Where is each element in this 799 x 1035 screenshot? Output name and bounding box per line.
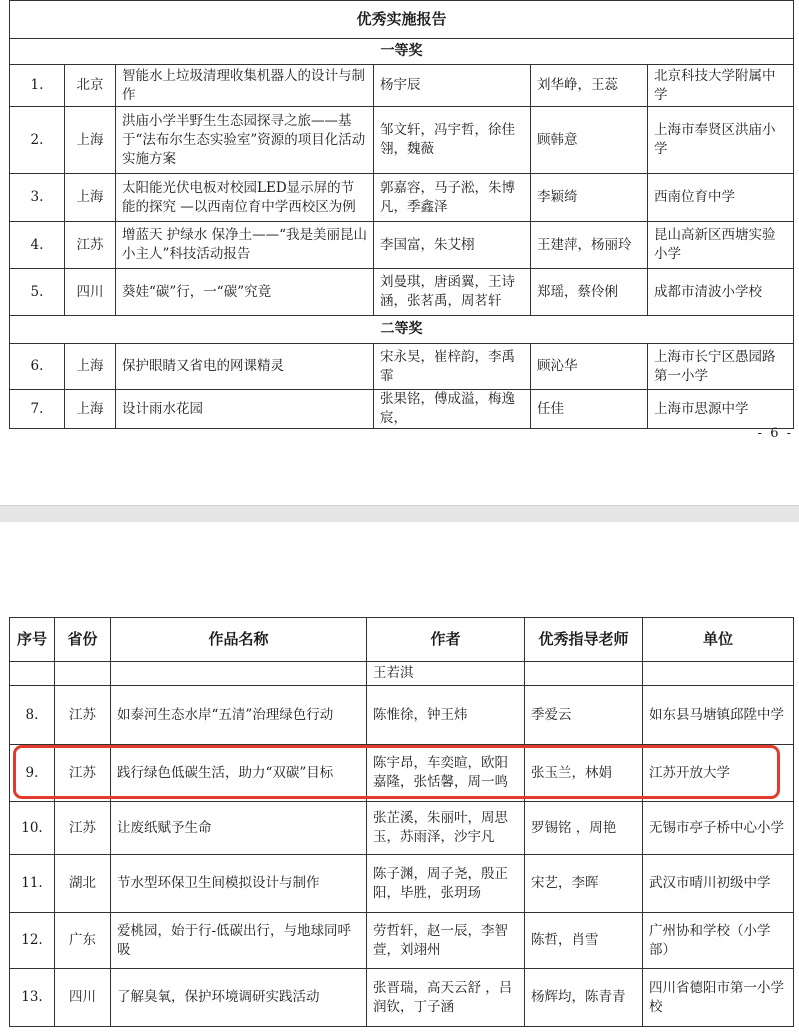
unit: 四川省德阳市第一小学校 bbox=[643, 969, 794, 1027]
authors: 张芷溪，朱丽叶，周思玉，苏雨泽，沙宇凡 bbox=[367, 802, 525, 855]
row-number: 4. bbox=[10, 222, 65, 269]
province: 广东 bbox=[55, 913, 111, 969]
page-number: - 6 - bbox=[757, 426, 793, 441]
header-province: 省份 bbox=[55, 618, 111, 662]
header-teacher: 优秀指导老师 bbox=[525, 618, 643, 662]
teacher: 张玉兰，林娟 bbox=[525, 745, 643, 802]
province: 上海 bbox=[65, 174, 116, 222]
row-number: 8. bbox=[10, 686, 55, 745]
table-row-highlighted bbox=[10, 745, 794, 802]
work-title: 践行绿色低碳生活，助力“双碳”目标 bbox=[111, 745, 367, 802]
work-title: 增蓝天 护绿水 保净土——“我是美丽昆山小主人”科技活动报告 bbox=[116, 222, 374, 269]
awards-table-top bbox=[9, 0, 794, 429]
work-title: 保护眼睛又省电的网课精灵 bbox=[116, 344, 374, 390]
unit: 西南位育中学 bbox=[648, 174, 794, 222]
teacher: 任佳 bbox=[531, 390, 648, 429]
work-title: 洪庙小学半野生生态园探寻之旅——基于“法布尔生态实验室”资源的项目化活动实施方案 bbox=[116, 107, 374, 174]
prize-band-second: 二等奖 bbox=[10, 316, 794, 344]
teacher: 李颖绮 bbox=[531, 174, 648, 222]
row-number: 3. bbox=[10, 174, 65, 222]
province: 四川 bbox=[55, 969, 111, 1027]
unit: 上海市奉贤区洪庙小学 bbox=[648, 107, 794, 174]
province: 四川 bbox=[65, 269, 116, 316]
authors: 张果铭，傅成溢，梅逸宸， bbox=[374, 390, 531, 429]
row-number: 12. bbox=[10, 913, 55, 969]
table-row bbox=[10, 802, 794, 855]
table-row bbox=[10, 65, 794, 107]
teacher: 郑瑶，蔡伶俐 bbox=[531, 269, 648, 316]
unit: 如东县马塘镇邱陞中学 bbox=[643, 686, 794, 745]
province: 湖北 bbox=[55, 855, 111, 913]
awards-table-bottom bbox=[9, 617, 794, 1027]
province: 上海 bbox=[65, 107, 116, 174]
table-row bbox=[10, 855, 794, 913]
page-lower bbox=[0, 522, 799, 1035]
header-work: 作品名称 bbox=[111, 618, 367, 662]
teacher: 顾韩意 bbox=[531, 107, 648, 174]
header-authors: 作者 bbox=[367, 618, 525, 662]
unit: 上海市长宁区愚园路第一小学 bbox=[648, 344, 794, 390]
teacher: 王建萍，杨丽玲 bbox=[531, 222, 648, 269]
header-no: 序号 bbox=[10, 618, 55, 662]
table-header bbox=[10, 618, 794, 662]
unit: 武汉市晴川初级中学 bbox=[643, 855, 794, 913]
table-row bbox=[10, 969, 794, 1027]
row-number: 7. bbox=[10, 390, 65, 429]
teacher: 杨辉均，陈青青 bbox=[525, 969, 643, 1027]
authors: 宋永昊，崔梓韵，李禹霏 bbox=[374, 344, 531, 390]
work-title: 太阳能光伏电板对校园LED显示屏的节能的探究 —以西南位育中学西校区为例 bbox=[116, 174, 374, 222]
teacher: 罗锡铭 ，周艳 bbox=[525, 802, 643, 855]
authors: 张晋瑞，高天云舒 ，吕润钦，丁子涵 bbox=[367, 969, 525, 1027]
unit: 江苏开放大学 bbox=[643, 745, 794, 802]
authors: 刘曼琪，唐函翼，王诗涵，张茗禹，周茗轩 bbox=[374, 269, 531, 316]
province: 上海 bbox=[65, 390, 116, 429]
teacher: 宋艺，李晖 bbox=[525, 855, 643, 913]
work-title: 智能水上垃圾清理收集机器人的设计与制作 bbox=[116, 65, 374, 107]
teacher: 刘华峥，王蕊 bbox=[531, 65, 648, 107]
row-number: 6. bbox=[10, 344, 65, 390]
unit: 上海市思源中学 bbox=[648, 390, 794, 429]
unit: 北京科技大学附属中学 bbox=[648, 65, 794, 107]
work-title: 爱桃园，始于行-低碳出行，与地球同呼吸 bbox=[111, 913, 367, 969]
authors: 陈子渊，周子尧，殷正阳，毕胜，张玥玚 bbox=[367, 855, 525, 913]
authors: 李国富，朱艾栩 bbox=[374, 222, 531, 269]
work-title: 让废纸赋予生命 bbox=[111, 802, 367, 855]
work-title: 如泰河生态水岸“五清”治理绿色行动 bbox=[111, 686, 367, 745]
work-title: 了解臭氧，保护环境调研实践活动 bbox=[111, 969, 367, 1027]
row-number: 13. bbox=[10, 969, 55, 1027]
unit: 无锡市亭子桥中心小学 bbox=[643, 802, 794, 855]
table-row bbox=[10, 913, 794, 969]
work-title: 葵娃“碳”行，一“碳”究竟 bbox=[116, 269, 374, 316]
authors: 杨宇辰 bbox=[374, 65, 531, 107]
authors: 邹文轩，冯宇哲，徐佳翎，魏薇 bbox=[374, 107, 531, 174]
table-row bbox=[10, 174, 794, 222]
table-row bbox=[10, 107, 794, 174]
teacher: 季爱云 bbox=[525, 686, 643, 745]
authors: 陈宇昂，车奕暄，欧阳嘉隆，张恬馨，周一鸣 bbox=[367, 745, 525, 802]
row-number: 11. bbox=[10, 855, 55, 913]
unit: 成都市清波小学校 bbox=[648, 269, 794, 316]
page-separator bbox=[0, 505, 799, 523]
teacher: 顾沁华 bbox=[531, 344, 648, 390]
authors: 陈惟徐，钟王炜 bbox=[367, 686, 525, 745]
province: 上海 bbox=[65, 344, 116, 390]
province: 江苏 bbox=[55, 686, 111, 745]
header-unit: 单位 bbox=[643, 618, 794, 662]
table-row bbox=[10, 222, 794, 269]
row-number: 5. bbox=[10, 269, 65, 316]
page-upper bbox=[0, 0, 799, 505]
authors: 郭嘉容，马子淞，朱博凡，季鑫泽 bbox=[374, 174, 531, 222]
province: 北京 bbox=[65, 65, 116, 107]
table-row bbox=[10, 390, 794, 429]
province: 江苏 bbox=[55, 802, 111, 855]
authors: 劳哲轩，赵一辰，李智萱，刘翊州 bbox=[367, 913, 525, 969]
unit: 广州协和学校（小学部） bbox=[643, 913, 794, 969]
row-number: 9. bbox=[10, 745, 55, 802]
table-row-continued bbox=[10, 662, 794, 686]
work-title: 设计雨水花园 bbox=[116, 390, 374, 429]
row-number: 1. bbox=[10, 65, 65, 107]
row-number: 10. bbox=[10, 802, 55, 855]
section-title: 优秀实施报告 bbox=[10, 1, 794, 39]
authors: 王若淇 bbox=[367, 662, 525, 686]
table-row bbox=[10, 344, 794, 390]
teacher: 陈哲，肖雪 bbox=[525, 913, 643, 969]
province: 江苏 bbox=[55, 745, 111, 802]
province: 江苏 bbox=[65, 222, 116, 269]
row-number: 2. bbox=[10, 107, 65, 174]
prize-band-first: 一等奖 bbox=[10, 39, 794, 65]
work-title: 节水型环保卫生间模拟设计与制作 bbox=[111, 855, 367, 913]
table-row bbox=[10, 686, 794, 745]
table-row bbox=[10, 269, 794, 316]
unit: 昆山高新区西塘实验小学 bbox=[648, 222, 794, 269]
